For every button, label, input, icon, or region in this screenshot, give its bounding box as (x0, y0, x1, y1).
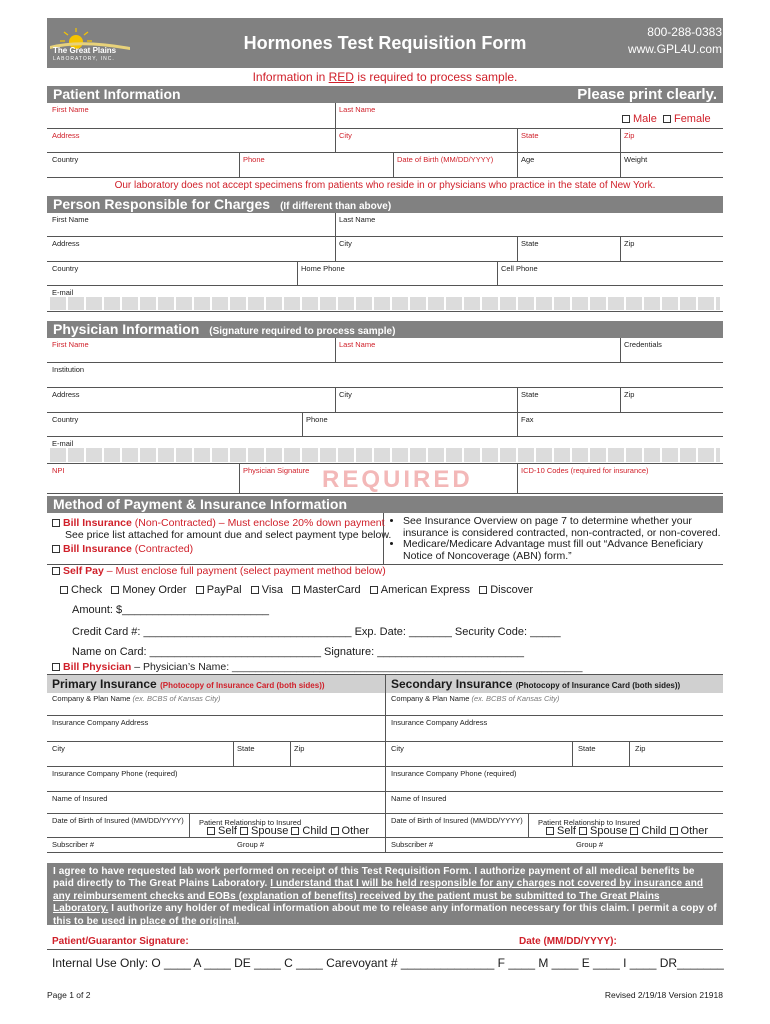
signature-required-watermark: REQUIRED (322, 466, 473, 493)
physician-section-header: Physician Information (Signature required to process sample) (47, 321, 723, 338)
responsible-email-row[interactable]: E-mail (47, 286, 723, 312)
secondary-phone[interactable]: Insurance Company Phone (required) (386, 767, 723, 792)
page-number: Page 1 of 2 (47, 990, 91, 1000)
method-amex: American Express (370, 584, 470, 596)
secondary-insurance-title: Secondary Insurance (Photocopy of Insurance Card (both sides)) (391, 677, 681, 691)
method-check: Check (60, 584, 102, 596)
primary-address[interactable]: Insurance Company Address (47, 716, 385, 742)
logo-subtext: LABORATORY, INC. (53, 56, 115, 62)
name-on-card-field[interactable]: Name on Card: ____________________________ Signature: ________________________ (72, 646, 525, 658)
secondary-subscriber-row[interactable]: Subscriber # Group # (391, 840, 604, 849)
new-york-notice: Our laboratory does not accept specimens from patients who reside in or physicians who practice in the state of New York. (114, 180, 656, 191)
patient-country-row[interactable]: Country Phone Date of Birth (MM/DD/YYYY) Age Weight (47, 153, 723, 178)
primary-dob-row[interactable]: Date of Birth of Insured (MM/DD/YYYY) Patient Relationship to Insured Self Spouse Child Other (47, 814, 385, 838)
signature-date-label: Date (MM/DD/YYYY): (519, 936, 617, 947)
method-discover: Discover (479, 584, 533, 596)
bill-physician-option[interactable]: Bill Physician – Physician’s Name: ____________________________________________________________ (52, 661, 582, 673)
sex-checkboxes[interactable]: Male Female (622, 113, 711, 125)
primary-subscriber-row[interactable]: Subscriber # Group # (52, 840, 265, 849)
method-mastercard: MasterCard (292, 584, 360, 596)
physician-address-row[interactable]: Address City State Zip (47, 388, 723, 413)
secondary-relationship-options[interactable]: Self Spouse Child Other (546, 825, 708, 837)
method-money-order: Money Order (111, 584, 186, 596)
secondary-company[interactable]: Company & Plan Name (ex. BCBS of Kansas City) (386, 692, 723, 716)
responsible-phone-row[interactable]: Country Home Phone Cell Phone (47, 262, 723, 286)
required-notice: Information in RED is required to process sample. (252, 70, 518, 84)
secondary-address[interactable]: Insurance Company Address (386, 716, 723, 742)
contact-info (628, 24, 722, 58)
bill-insurance-noncontracted[interactable]: Bill Insurance (Non-Contracted) – Must enclose 20% down payment (52, 517, 385, 529)
bill-insurance-contracted[interactable]: Bill Insurance (Contracted) (52, 543, 193, 555)
lab-phone: 800-288-0383 (647, 25, 722, 39)
medicare-note: • Medicare/Medicare Advantage must fill out “Advance Beneficiary Notice of Noncoverage (ABN) form.” (403, 539, 723, 562)
method-visa: Visa (251, 584, 283, 596)
authorization-statement: I agree to have requested lab work performed on receipt of this Test Requisition Form. I authorize payment of all medical benefits be paid directly to The Great Plains Laboratory. I understand that I will be held responsible for any charges not covered by insurance and any reimbursement checks and EOBs (explanation of benefits) received by the patient must be submitted to The Great Plains Laboratory. I authorize any holder of medical information about me to release any information necessary for this claim. I permit a copy of this to be used in place of the original. (47, 863, 723, 925)
divider (47, 852, 723, 853)
physician-institution-row[interactable]: Institution (47, 363, 723, 388)
method-paypal: PayPal (196, 584, 242, 596)
form-title: Hormones Test Requisition Form (243, 33, 527, 53)
secondary-city-row[interactable]: City State Zip (386, 742, 723, 767)
credit-card-field[interactable]: Credit Card #: __________________________________ Exp. Date: _______ Security Code: _____ (72, 626, 561, 638)
primary-phone[interactable]: Insurance Company Phone (required) (47, 767, 385, 792)
patient-address-row[interactable]: Address City State Zip (47, 129, 723, 153)
primary-company[interactable]: Company & Plan Name (ex. BCBS of Kansas City) (47, 692, 385, 716)
primary-insured[interactable]: Name of Insured (47, 792, 385, 814)
patient-section-header: Patient Information Please print clearly. (47, 86, 723, 103)
lab-logo (50, 26, 130, 66)
secondary-dob-row[interactable]: Date of Birth of Insured (MM/DD/YYYY) Patient Relationship to Insured Self Spouse Child Other (386, 814, 723, 838)
insurance-overview-note: • See Insurance Overview on page 7 to determine whether your insurance is considered contracted, non-contracted, or non-covered. (403, 516, 723, 539)
responsible-section-header: Person Responsible for Charges (If different than above) (47, 196, 723, 213)
responsible-name-row[interactable]: First Name Last Name (47, 213, 723, 237)
internal-use-only: Internal Use Only: O ____ A ____ DE ____ C ____ Carevoyant # ______________ F ____ M ____ E ____ I ____ DR_______ (52, 956, 724, 970)
self-pay-option[interactable]: Self Pay – Must enclose full payment (select payment method below) (52, 565, 386, 577)
payment-section-header: Method of Payment & Insurance Information (47, 496, 723, 513)
print-clearly: Please print clearly. (577, 86, 717, 103)
guarantor-signature-label: Patient/Guarantor Signature: (52, 936, 189, 947)
insurance-options (47, 513, 723, 565)
physician-name-row[interactable]: First Name Last Name Credentials (47, 338, 723, 363)
physician-npi-row[interactable]: NPI Physician Signature REQUIRED ICD-10 Codes (required for insurance) (47, 464, 723, 494)
secondary-insured[interactable]: Name of Insured (386, 792, 723, 814)
price-list-note: See price list attached for amount due and select payment type below. (65, 529, 392, 541)
revision-info: Revised 2/19/18 Version 21918 (604, 990, 723, 1000)
primary-relationship-options[interactable]: Self Spouse Child Other (207, 825, 369, 837)
patient-name-row[interactable]: First Name Last Name Male Female (47, 103, 723, 129)
physician-phone-row[interactable]: Country Phone Fax (47, 413, 723, 437)
lab-website: www.GPL4U.com (627, 42, 722, 56)
signature-row[interactable] (47, 932, 723, 950)
primary-insurance-title: Primary Insurance (Photocopy of Insurance Card (both sides)) (52, 677, 325, 691)
primary-city-row[interactable]: City State Zip (47, 742, 385, 767)
responsible-address-row[interactable]: Address City State Zip (47, 237, 723, 262)
logo-text: The Great Plains (53, 46, 117, 55)
amount-field[interactable]: Amount: $________________________ (72, 604, 269, 616)
physician-email-row[interactable]: E-mail (47, 437, 723, 464)
payment-methods[interactable] (60, 584, 533, 596)
